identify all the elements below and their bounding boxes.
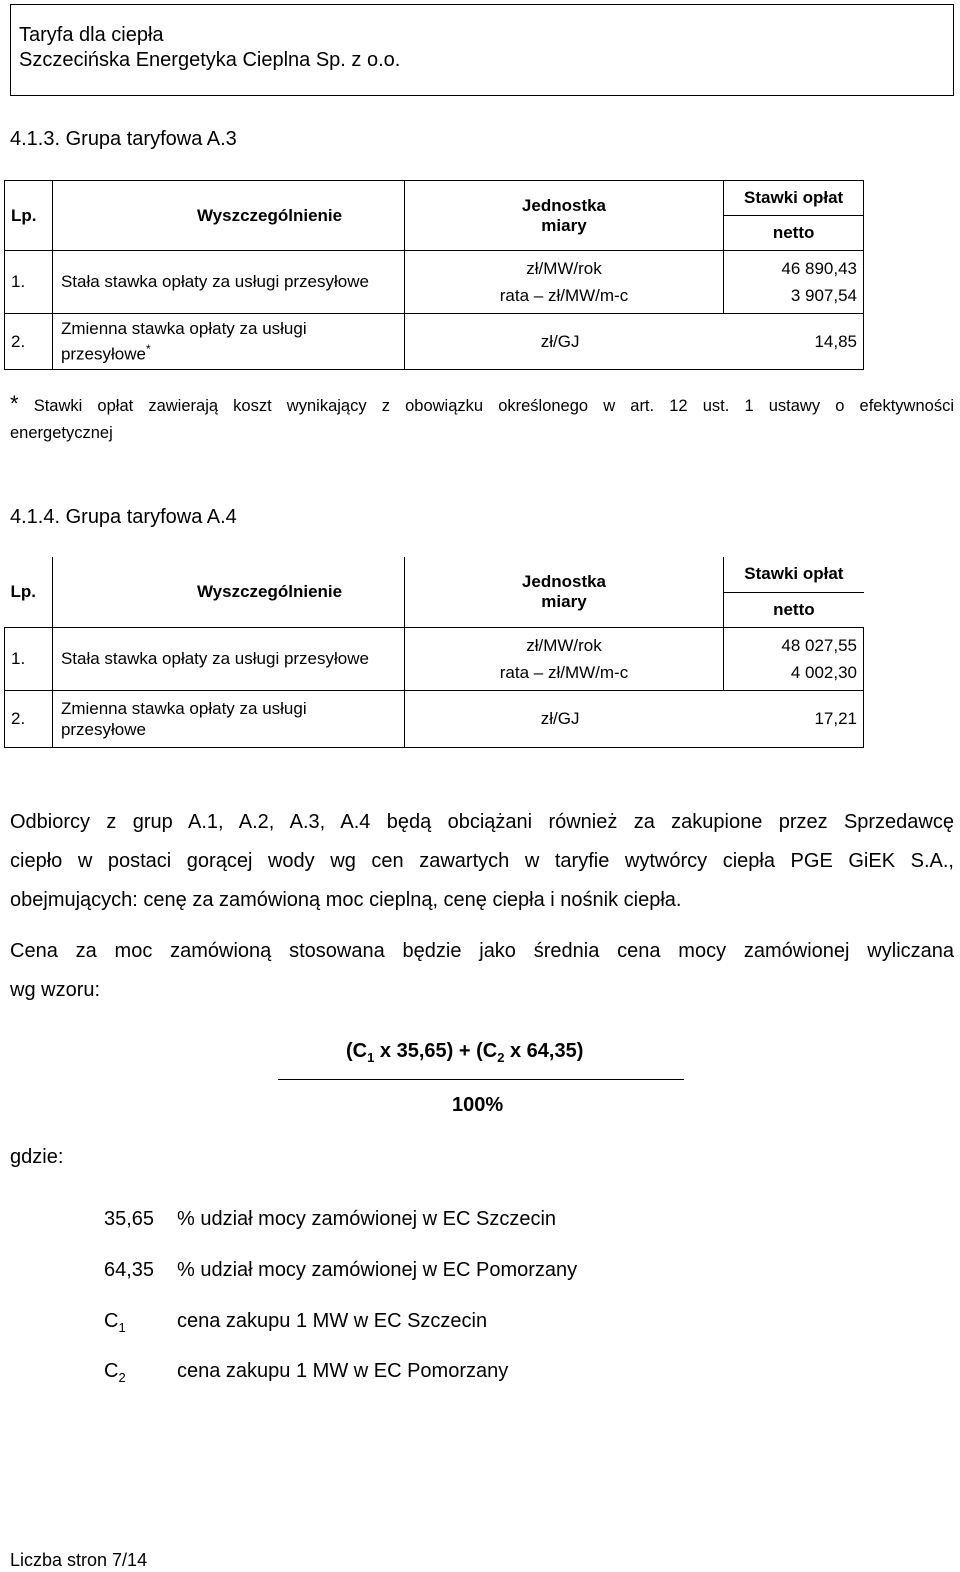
col-header-unit-line1: Jednostka bbox=[521, 571, 607, 591]
row-unit: zł/GJ bbox=[404, 690, 724, 747]
legend-symbol: 64,35 bbox=[104, 1259, 155, 1281]
legend-symbol: 35,65 bbox=[104, 1208, 155, 1230]
row-rate bbox=[724, 251, 864, 314]
row-rate-monthly: 4 002,30 bbox=[790, 662, 857, 682]
row-rate-annual: 48 027,55 bbox=[781, 635, 857, 655]
legend-symbol-subscript: 2 bbox=[118, 1370, 126, 1385]
col-header-desc: Wyszczególnienie bbox=[52, 181, 404, 251]
col-header-unit-line2: miary bbox=[541, 591, 587, 611]
tariff-table-a4 bbox=[4, 557, 864, 748]
col-header-unit-line2: miary bbox=[541, 215, 587, 235]
page-count: Liczba stron 7/14 bbox=[10, 1550, 148, 1570]
row-unit bbox=[404, 251, 724, 314]
col-header-netto: netto bbox=[724, 592, 864, 627]
row-unit-monthly: rata – zł/MW/m-c bbox=[499, 286, 629, 305]
formula-subscript: 2 bbox=[497, 1050, 505, 1065]
fraction-bar bbox=[278, 1079, 684, 1080]
row-desc-line2: przesyłowe bbox=[60, 344, 146, 364]
col-header-unit bbox=[404, 181, 724, 251]
header-title: Taryfa dla ciepła bbox=[19, 24, 164, 46]
footnote bbox=[10, 384, 954, 426]
col-header-lp: Lp. bbox=[5, 557, 53, 627]
table-row bbox=[5, 314, 864, 370]
row-lp: 2. bbox=[5, 314, 53, 370]
row-desc-line1: Zmienna stawka opłaty za usługi bbox=[60, 698, 307, 718]
col-header-unit bbox=[404, 557, 724, 627]
footnote-marker: * bbox=[145, 342, 151, 357]
row-desc: Stała stawka opłaty za usługi przesyłowe bbox=[52, 251, 404, 314]
row-unit-annual: zł/MW/rok bbox=[526, 635, 602, 655]
row-lp: 1. bbox=[5, 251, 53, 314]
row-rate-monthly: 3 907,54 bbox=[790, 286, 857, 305]
col-header-rates: Stawki opłat bbox=[724, 181, 864, 216]
footnote-text: Stawki opłat zawierają koszt wynikający z obowiązku określonego w art. 12 ust. 1 ustawy o efektywności bbox=[33, 397, 954, 415]
paragraph-line: Cena za moc zamówioną stosowana będzie jako średnia cena mocy zamówionej wyliczana bbox=[10, 940, 954, 962]
tariff-table-a3 bbox=[4, 180, 864, 370]
formula-numerator bbox=[346, 1040, 583, 1065]
legend-symbol bbox=[104, 1310, 174, 1335]
price-paragraph bbox=[10, 932, 954, 1010]
header-company: Szczecińska Energetyka Cieplna Sp. z o.o. bbox=[19, 49, 401, 71]
paragraph-line: ciepło w postaci gorącej wody wg cen zawartych w taryfie wytwórcy ciepła PGE GiEK S.A., bbox=[10, 850, 954, 872]
col-header-rates: Stawki opłat bbox=[724, 557, 864, 592]
section-a4-heading: 4.1.4. Grupa taryfowa A.4 bbox=[10, 506, 237, 528]
formula-denominator: 100% bbox=[452, 1094, 504, 1116]
col-header-lp: Lp. bbox=[5, 181, 53, 251]
table-row bbox=[5, 251, 864, 314]
row-rate: 14,85 bbox=[724, 314, 864, 370]
where-label: gdzie: bbox=[10, 1146, 64, 1168]
row-desc bbox=[52, 690, 404, 747]
formula-subscript: 1 bbox=[367, 1050, 375, 1065]
row-rate-annual: 46 890,43 bbox=[781, 259, 857, 278]
row-unit-monthly: rata – zł/MW/m-c bbox=[499, 662, 629, 682]
col-header-unit-line1: Jednostka bbox=[521, 195, 607, 215]
legend-description: % udział mocy zamówionej w EC Pomorzany bbox=[177, 1259, 578, 1281]
row-unit: zł/GJ bbox=[404, 314, 724, 370]
row-rate bbox=[724, 627, 864, 690]
paragraph-line: Odbiorcy z grup A.1, A.2, A.3, A.4 będą obciążani również za zakupione przez Sprzedawcę bbox=[10, 811, 954, 833]
section-a3-heading: 4.1.3. Grupa taryfowa A.3 bbox=[10, 128, 237, 150]
row-rate: 17,21 bbox=[724, 690, 864, 747]
col-header-desc: Wyszczególnienie bbox=[52, 557, 404, 627]
formula-text: x 64,35) bbox=[504, 1040, 584, 1062]
footnote-marker: * bbox=[10, 391, 19, 416]
row-unit bbox=[404, 627, 724, 690]
purchase-paragraph bbox=[10, 803, 954, 920]
formula-text: x 35,65) + (C bbox=[374, 1040, 498, 1062]
paragraph-line: wg wzoru: bbox=[10, 979, 101, 1001]
formula-text: (C bbox=[346, 1040, 368, 1062]
legend-symbol-letter: C bbox=[104, 1310, 119, 1332]
row-lp: 2. bbox=[5, 690, 53, 747]
row-desc-line1: Zmienna stawka opłaty za usługi bbox=[60, 319, 307, 339]
row-desc-line2: przesyłowe bbox=[60, 719, 146, 739]
legend-symbol bbox=[104, 1360, 174, 1385]
col-header-netto: netto bbox=[724, 216, 864, 251]
table-row bbox=[5, 690, 864, 747]
row-unit-annual: zł/MW/rok bbox=[526, 259, 602, 278]
legend-symbol-letter: C bbox=[104, 1360, 119, 1382]
legend-description: cena zakupu 1 MW w EC Pomorzany bbox=[177, 1360, 509, 1382]
legend-symbol-subscript: 1 bbox=[118, 1320, 126, 1335]
row-desc: Stała stawka opłaty za usługi przesyłowe bbox=[52, 627, 404, 690]
row-lp: 1. bbox=[5, 627, 53, 690]
footnote-continuation: energetycznej bbox=[10, 424, 113, 442]
document-header bbox=[10, 4, 954, 96]
row-desc bbox=[52, 314, 404, 370]
table-row bbox=[5, 627, 864, 690]
paragraph-line: obejmujących: cenę za zamówioną moc cieplną, cenę ciepła i nośnik ciepła. bbox=[10, 889, 682, 911]
legend-description: cena zakupu 1 MW w EC Szczecin bbox=[177, 1310, 488, 1332]
legend-description: % udział mocy zamówionej w EC Szczecin bbox=[177, 1208, 557, 1230]
